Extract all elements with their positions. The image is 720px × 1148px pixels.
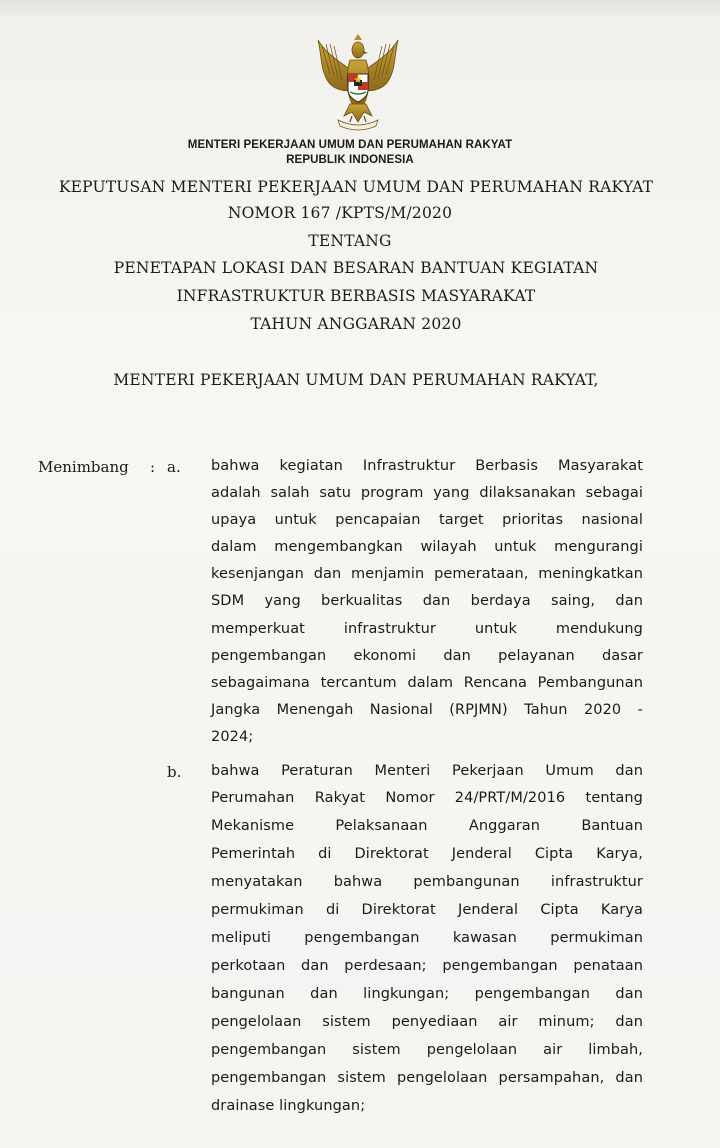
decree-subject-line: INFRASTRUKTUR BERBASIS MASYARAKAT bbox=[176, 287, 536, 305]
item-marker-a: a. bbox=[167, 458, 181, 476]
item-b-line: pengembangan sistem pengelolaan air limbah, bbox=[211, 1042, 643, 1058]
item-a-line: sebagaimana tercantum dalam Rencana Pembangunan bbox=[211, 675, 643, 691]
decree-tentang: TENTANG bbox=[308, 232, 392, 250]
decree-title: KEPUTUSAN MENTERI PEKERJAAN UMUM DAN PERUMAHAN RAKYAT bbox=[58, 178, 654, 196]
item-a-line: dalam mengembangkan wilayah untuk mengurangi bbox=[211, 539, 643, 555]
item-b-line: Perumahan Rakyat Nomor 24/PRT/M/2016 tentang bbox=[211, 790, 643, 806]
item-b-line: permukiman di Direktorat Jenderal Cipta Karya bbox=[211, 902, 643, 918]
item-b-line: menyatakan bahwa pembangunan infrastruktur bbox=[211, 874, 643, 890]
item-b-line: pengembangan sistem pengelolaan persampahan, dan bbox=[211, 1070, 643, 1086]
item-a-line: SDM yang berkualitas dan berdaya saing, dan bbox=[211, 593, 643, 609]
item-a-line: memperkuat infrastruktur untuk mendukung bbox=[211, 621, 643, 637]
item-a-line: upaya untuk pencapaian target prioritas nasional bbox=[211, 512, 643, 528]
decree-subject-line: PENETAPAN LOKASI DAN BESARAN BANTUAN KEGIATAN bbox=[113, 259, 599, 277]
item-a-line: kesenjangan dan menjamin pemerataan, meningkatkan bbox=[211, 566, 643, 582]
item-b-line: pengelolaan sistem penyediaan air minum; dan bbox=[211, 1014, 643, 1030]
item-b-line: meliputi pengembangan kawasan permukiman bbox=[211, 930, 643, 946]
minister-heading: MENTERI PEKERJAAN UMUM DAN PERUMAHAN RAKYAT, bbox=[113, 371, 599, 389]
letterhead-ministry: MENTERI PEKERJAAN UMUM DAN PERUMAHAN RAKYAT bbox=[187, 139, 513, 151]
item-a-line: Jangka Menengah Nasional (RPJMN) Tahun 2020 - bbox=[211, 702, 643, 718]
decree-subject-line: TAHUN ANGGARAN 2020 bbox=[250, 315, 462, 333]
item-b-line: drainase lingkungan; bbox=[211, 1098, 366, 1114]
item-a-line: adalah salah satu program yang dilaksanakan sebagai bbox=[211, 485, 643, 501]
considerations-colon: : bbox=[150, 458, 156, 476]
garuda-emblem-icon bbox=[310, 32, 406, 132]
item-a-line: 2024; bbox=[211, 729, 254, 745]
item-marker-b: b. bbox=[167, 763, 182, 781]
scan-edge-shadow bbox=[0, 0, 720, 20]
item-a-line: bahwa kegiatan Infrastruktur Berbasis Masyarakat bbox=[211, 458, 643, 474]
decree-number: NOMOR 167 /KPTS/M/2020 bbox=[227, 204, 453, 222]
item-b-line: bangunan dan lingkungan; pengembangan dan bbox=[211, 986, 643, 1002]
item-b-line: bahwa Peraturan Menteri Pekerjaan Umum dan bbox=[211, 763, 643, 779]
item-b-line: Mekanisme Pelaksanaan Anggaran Bantuan bbox=[211, 818, 643, 834]
item-b-line: perkotaan dan perdesaan; pengembangan penataan bbox=[211, 958, 643, 974]
item-a-line: pengembangan ekonomi dan pelayanan dasar bbox=[211, 648, 643, 664]
letterhead-republic: REPUBLIK INDONESIA bbox=[286, 154, 414, 166]
item-b-line: Pemerintah di Direktorat Jenderal Cipta Karya, bbox=[211, 846, 643, 862]
considerations-label: Menimbang bbox=[38, 458, 129, 476]
